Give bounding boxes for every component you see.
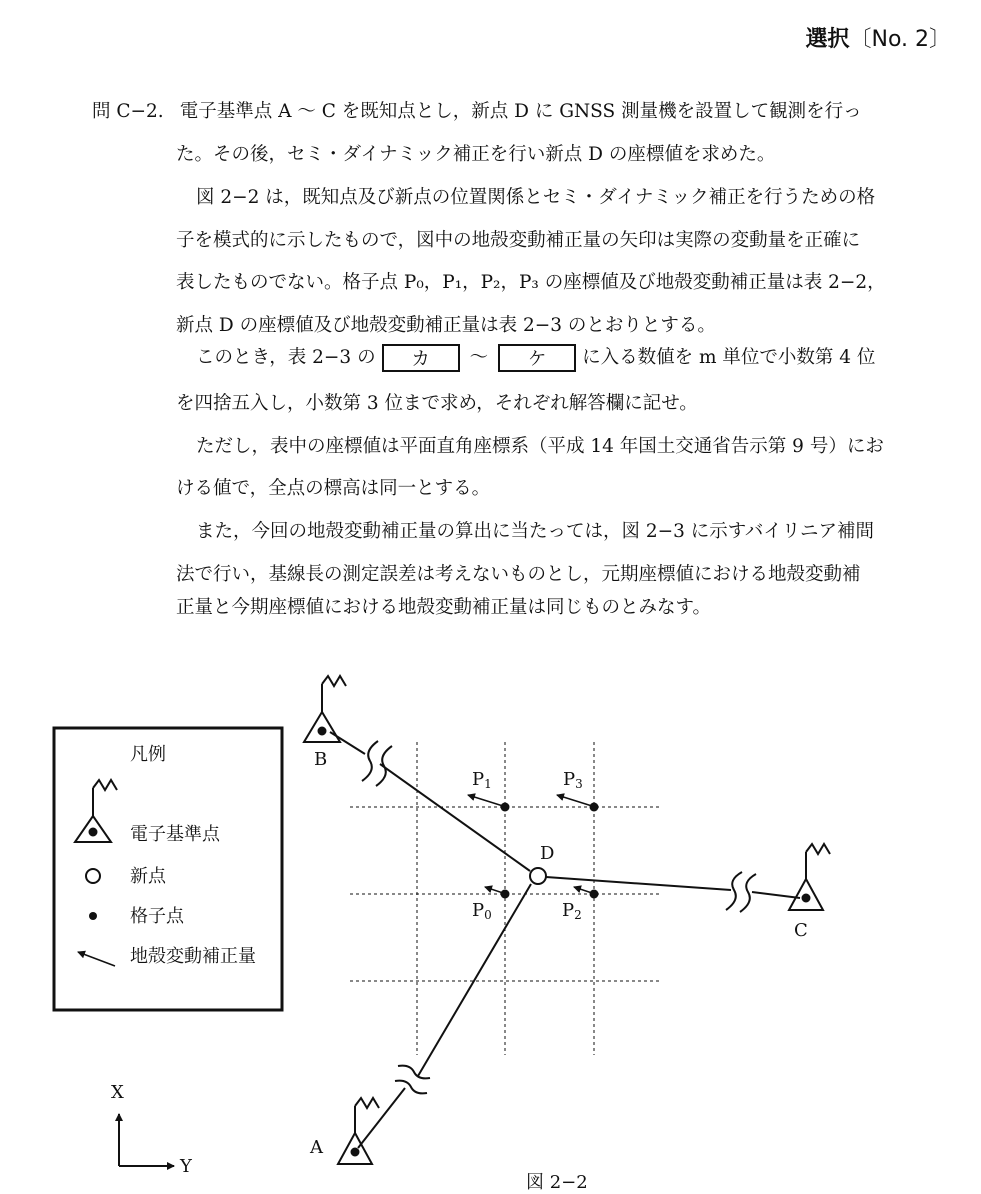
point-label-d: D (540, 843, 555, 864)
question-line-8: を四捨五入し，小数第 3 位まで求め，それぞれ解答欄に記せ。 (176, 393, 698, 414)
question-line-10: ける値で，全点の標高は同一とする。 (176, 478, 491, 499)
question-text-7a: このとき，表 2−3 の (196, 347, 376, 368)
legend-title: 凡例 (130, 744, 166, 765)
question-text-7b: に入る数値を m 単位で小数第 4 位 (582, 347, 876, 368)
legend-label-new-point: 新点 (130, 866, 166, 887)
grid-label-p3: P3 (563, 769, 583, 791)
section-number: 〔No. 2〕 (849, 27, 951, 52)
point-label-a: A (310, 1137, 323, 1158)
answer-box-ke: ケ (498, 344, 576, 372)
grid-point-p3 (590, 803, 599, 812)
legend-crustal-movement-arrow-icon (78, 952, 115, 966)
legend-electronic-reference-point-icon (75, 780, 117, 842)
grid-label-p1: P1 (472, 769, 492, 791)
question-line-11: また，今回の地殻変動補正量の算出に当たっては，図 2−3 に示すバイリニア補間 (196, 521, 874, 542)
legend (54, 728, 282, 1010)
section-label: 選択 (805, 27, 850, 52)
question-line-3: 図 2−2 は，既知点及び新点の位置関係とセミ・ダイナミック補正を行うための格 (196, 187, 876, 208)
axis-label-x: X (111, 1082, 124, 1103)
new-point-d-icon (530, 868, 546, 884)
baselines (330, 732, 800, 1148)
point-label-b: B (314, 749, 328, 770)
arrow-p1 (468, 795, 503, 806)
question-text: 電子基準点 A ～ C を既知点とし，新点 D に GNSS 測量機を設置して観測を行っ (179, 101, 862, 122)
question-line-9: ただし，表中の座標値は平面直角座標系（平成 14 年国土交通省告示第 9 号）にお (196, 436, 884, 457)
legend-grid-point-icon (89, 912, 97, 920)
answer-box-ka: カ (382, 344, 460, 372)
grid-label-p2: P2 (562, 900, 582, 922)
reference-point-c-icon (789, 844, 830, 910)
question-line-13: 正量と今期座標値における地殻変動補正量は同じものとみなす。 (176, 597, 712, 618)
question-line-2: た。その後，セミ・ダイナミック補正を行い新点 D の座標値を求めた。 (176, 144, 776, 165)
question-id: 問 C−2. (92, 101, 164, 122)
axis-indicator (119, 1114, 174, 1166)
question-line-4: 子を模式的に示したもので，図中の地殻変動補正量の矢印は実際の変動量を正確に (176, 230, 861, 251)
grid-label-p0: P0 (472, 900, 492, 922)
grid-point-p0 (501, 890, 510, 899)
legend-label-grid-point: 格子点 (130, 906, 184, 927)
question-line-6: 新点 D の座標値及び地殻変動補正量は表 2−3 のとおりとする。 (176, 315, 716, 336)
legend-new-point-icon (86, 869, 100, 883)
axis-label-y: Y (180, 1156, 192, 1177)
grid-lines (350, 742, 662, 1055)
range-tilde: ～ (469, 347, 489, 368)
reference-point-b-icon (304, 676, 346, 742)
point-label-c: C (794, 920, 808, 941)
legend-label-crustal-movement: 地殻変動補正量 (130, 946, 256, 967)
question-line-5: 表したものでない。格子点 P₀，P₁，P₂，P₃ の座標値及び地殻変動補正量は表 2−2， (176, 272, 886, 293)
arrow-p0 (485, 887, 503, 893)
reference-point-a-icon (338, 1098, 379, 1164)
arrow-p2 (574, 887, 592, 893)
legend-label-electronic-reference-point: 電子基準点 (130, 824, 220, 845)
question-line-12: 法で行い，基線長の測定誤差は考えないものとし，元期座標値における地殻変動補 (176, 564, 861, 585)
figure-caption: 図 2−2 (526, 1172, 588, 1193)
arrow-p3 (557, 795, 592, 806)
grid-point-p1 (501, 803, 510, 812)
grid-point-p2 (590, 890, 599, 899)
